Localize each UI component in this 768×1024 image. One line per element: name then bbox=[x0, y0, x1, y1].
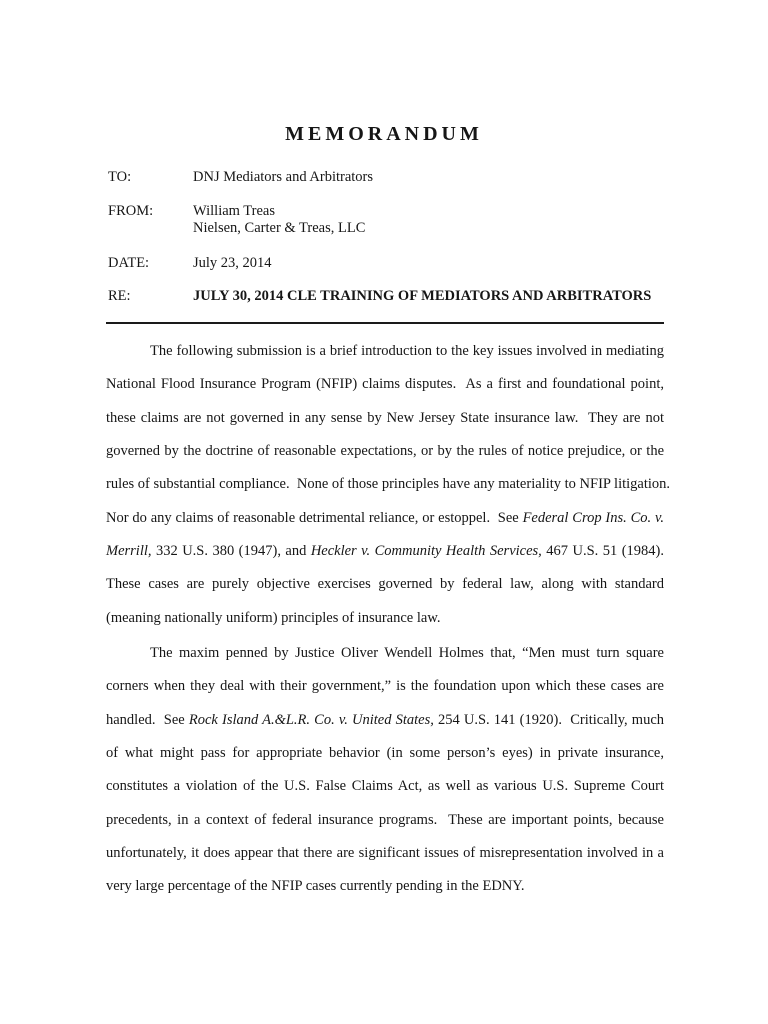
text-line: these claims are not governed in any sense by New Jersey State insurance law. They are not bbox=[106, 410, 664, 426]
text-line: precedents, in a context of federal insurance programs. These are important points, because bbox=[106, 812, 664, 828]
text-line: very large percentage of the NFIP cases currently pending in the EDNY. bbox=[106, 878, 525, 894]
text-line: of what might pass for appropriate behavior (in some person’s eyes) in private insurance, bbox=[106, 745, 664, 761]
text-line: handled. See Rock Island A.&L.R. Co. v. United States, 254 U.S. 141 (1920). Critically, much bbox=[106, 712, 665, 728]
text-line: rules of substantial compliance. None of those principles have any materiality to NFIP litigation. bbox=[106, 476, 671, 492]
text-line: Merrill, 332 U.S. 380 (1947), and Heckler v. Community Health Services, 467 U.S. 51 (1984). bbox=[106, 543, 664, 559]
text-line: National Flood Insurance Program (NFIP) claims disputes. As a first and foundational point, bbox=[106, 376, 664, 392]
from-label: FROM: bbox=[108, 203, 154, 219]
text-line: The maxim penned by Justice Oliver Wendell Holmes that, “Men must turn square bbox=[150, 645, 664, 661]
from-name: William Treas bbox=[193, 203, 275, 219]
text-line: Nor do any claims of reasonable detrimental reliance, or estoppel. See Federal Crop Ins. Co. v. bbox=[106, 510, 664, 526]
header-divider bbox=[106, 322, 664, 324]
date-value: July 23, 2014 bbox=[193, 255, 272, 271]
to-label: TO: bbox=[108, 169, 132, 185]
memo-title: MEMORANDUM bbox=[285, 123, 483, 145]
re-label: RE: bbox=[108, 288, 131, 304]
case-citation: Merrill, bbox=[106, 543, 152, 559]
case-citation: Heckler v. Community Health Services, bbox=[310, 543, 542, 559]
text-line: governed by the doctrine of reasonable expectations, or by the rules of notice prejudice, or the bbox=[106, 443, 664, 459]
from-firm: Nielsen, Carter & Treas, LLC bbox=[193, 220, 366, 236]
case-citation: Federal Crop Ins. Co. v. bbox=[522, 510, 664, 526]
text-line: corners when they deal with their government,” is the foundation upon which these cases are bbox=[106, 678, 664, 694]
text-line: constitutes a violation of the U.S. False Claims Act, as well as various U.S. Supreme Court bbox=[106, 778, 664, 794]
text-line: The following submission is a brief introduction to the key issues involved in mediating bbox=[150, 343, 664, 359]
case-citation: Rock Island A.&L.R. Co. v. United States, bbox=[188, 712, 434, 728]
text-line: unfortunately, it does appear that there are significant issues of misrepresentation involved in a bbox=[106, 845, 664, 861]
re-value: JULY 30, 2014 CLE TRAINING OF MEDIATORS AND ARBITRATORS bbox=[193, 288, 652, 304]
text-line: These cases are purely objective exercises governed by federal law, along with standard bbox=[106, 576, 664, 592]
date-label: DATE: bbox=[108, 255, 150, 271]
text-line: (meaning nationally uniform) principles of insurance law. bbox=[106, 610, 441, 626]
to-value: DNJ Mediators and Arbitrators bbox=[193, 169, 374, 185]
